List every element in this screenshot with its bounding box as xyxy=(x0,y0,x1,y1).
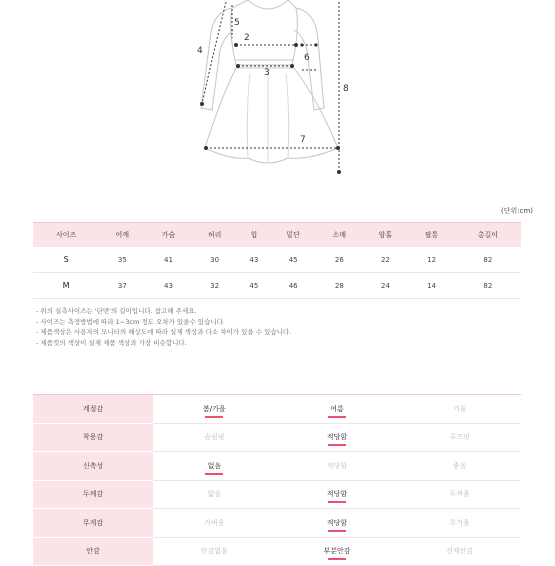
table-row xyxy=(33,247,521,273)
fit-row-lining xyxy=(33,537,521,566)
fit-option: 루즈핏 xyxy=(398,423,521,452)
table-cell: 12 xyxy=(409,247,455,273)
measure-label-8: 8 xyxy=(343,84,349,94)
fit-option: 슬림핏 xyxy=(153,423,276,452)
fit-option: 적당함 xyxy=(276,480,399,509)
fit-option: 좋음 xyxy=(398,452,521,481)
table-cell: 45 xyxy=(270,247,316,273)
fit-option: 없음 xyxy=(153,452,276,481)
table-cell: 35 xyxy=(99,247,145,273)
note-item: - 제품색상은 사용자의 모니터의 해상도에 따라 실제 색상과 다소 차이가 있을 수 있습니다. xyxy=(36,328,292,336)
fit-option: 부분안감 xyxy=(276,537,399,566)
measure-label-7: 7 xyxy=(300,135,306,145)
measure-label-3: 3 xyxy=(264,68,270,78)
fit-category: 계절감 xyxy=(33,395,153,424)
dress-measurement-diagram xyxy=(0,0,555,200)
header-size: 사이즈 xyxy=(33,223,99,248)
table-cell: 46 xyxy=(270,273,316,299)
fit-category: 안감 xyxy=(33,537,153,566)
measure-label-2: 2 xyxy=(244,33,250,43)
note-item: - 제품컷의 색상이 실제 제품 색상과 가장 비슷합니다. xyxy=(36,338,187,347)
header-chest: 가슴 xyxy=(145,223,191,248)
fit-option: 얇음 xyxy=(153,480,276,509)
table-cell: 41 xyxy=(145,247,191,273)
header-arm-width: 팔통 xyxy=(409,223,455,248)
measure-label-4: 4 xyxy=(197,46,203,56)
fit-category: 두께감 xyxy=(33,480,153,509)
fit-option: 안감없음 xyxy=(153,537,276,566)
size-cell: S xyxy=(33,247,99,273)
table-cell: 43 xyxy=(145,273,191,299)
fit-option: 봄/가을 xyxy=(153,395,276,424)
unit-label: (단위:cm) xyxy=(500,207,533,215)
fit-option: 겨울 xyxy=(398,395,521,424)
table-cell: 45 xyxy=(238,273,270,299)
table-cell: 24 xyxy=(362,273,408,299)
fit-row-stretch xyxy=(33,452,521,481)
note-item: - 위의 실측사이즈는 '단면'의 길이입니다. 참고해 주세요. xyxy=(36,307,197,315)
note-item: - 사이즈는 측정방법에 따라 1~3cm 정도 오차가 있을수 있습니다. xyxy=(36,317,225,326)
size-table-header xyxy=(33,223,521,248)
header-total-length: 총길이 xyxy=(455,223,521,248)
fit-option: 가벼움 xyxy=(153,509,276,538)
header-sleeve: 소매 xyxy=(316,223,362,248)
size-table xyxy=(33,222,521,299)
table-cell: 28 xyxy=(316,273,362,299)
fit-option: 두꺼움 xyxy=(398,480,521,509)
table-cell: 32 xyxy=(192,273,238,299)
fit-option: 전체안감 xyxy=(398,537,521,566)
fit-option: 적당함 xyxy=(276,423,399,452)
header-shoulder: 어깨 xyxy=(99,223,145,248)
table-cell: 82 xyxy=(455,273,521,299)
fit-option: 여름 xyxy=(276,395,399,424)
notes-list xyxy=(36,306,291,348)
header-hip: 힙 xyxy=(238,223,270,248)
table-cell: 26 xyxy=(316,247,362,273)
fit-row-season xyxy=(33,395,521,424)
fit-row-fit xyxy=(33,423,521,452)
fit-row-weight xyxy=(33,509,521,538)
table-cell: 30 xyxy=(192,247,238,273)
table-row xyxy=(33,273,521,299)
measure-label-6: 6 xyxy=(304,53,310,63)
table-cell: 37 xyxy=(99,273,145,299)
header-armhole: 암홀 xyxy=(362,223,408,248)
fit-row-thickness xyxy=(33,480,521,509)
table-cell: 43 xyxy=(238,247,270,273)
fit-option: 적당함 xyxy=(276,452,399,481)
dress-illustration xyxy=(0,0,555,200)
size-cell: M xyxy=(33,273,99,299)
table-cell: 22 xyxy=(362,247,408,273)
fit-category: 신축성 xyxy=(33,452,153,481)
table-cell: 14 xyxy=(409,273,455,299)
fit-category: 착용감 xyxy=(33,423,153,452)
table-cell: 82 xyxy=(455,247,521,273)
fit-category: 무게감 xyxy=(33,509,153,538)
fit-option: 적당함 xyxy=(276,509,399,538)
measure-label-5: 5 xyxy=(234,18,240,28)
header-waist: 허리 xyxy=(192,223,238,248)
header-hem: 밑단 xyxy=(270,223,316,248)
fit-table xyxy=(33,394,521,566)
fit-option: 무거움 xyxy=(398,509,521,538)
